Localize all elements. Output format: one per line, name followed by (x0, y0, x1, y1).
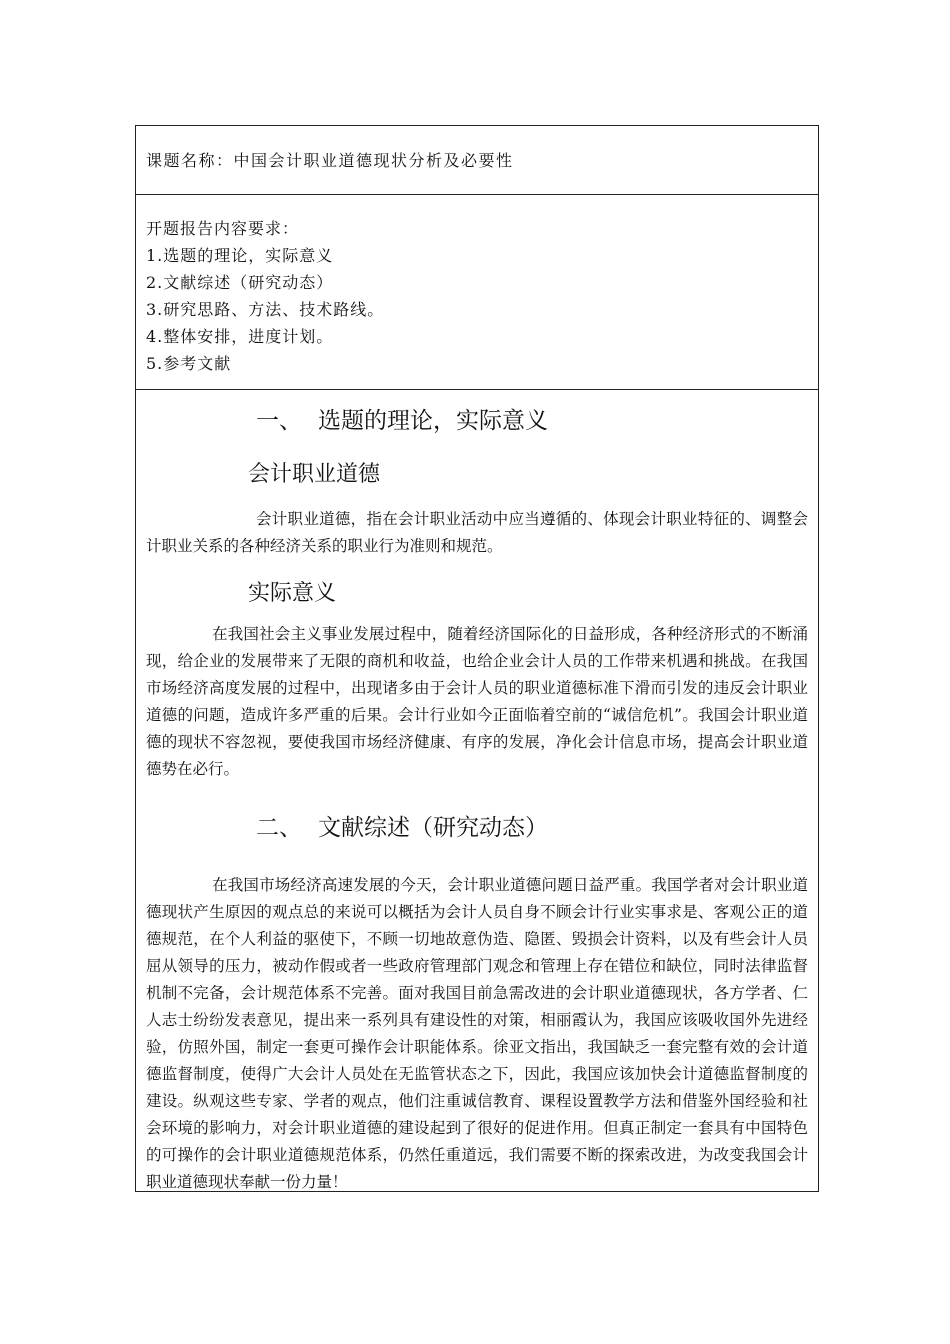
topic-row (136, 126, 818, 195)
section1-number: 一、 (256, 408, 302, 434)
requirement-item: 5.参考文献 (146, 354, 232, 373)
requirement-item: 4.整体安排，进度计划。 (146, 327, 334, 346)
subsection-title: 会计职业道德 (248, 462, 381, 487)
requirements-heading: 开题报告内容要求： (146, 219, 300, 238)
section2-number: 二、 (256, 815, 302, 841)
definition-paragraph: 会计职业道德，指在会计职业活动中应当遵循的、体现会计职业特征的、调整会计职业关系的各种经济关系的职业行为准则和规范。 (146, 510, 808, 555)
requirement-item: 1.选题的理论，实际意义 (146, 246, 334, 265)
section2-heading (146, 809, 808, 842)
body-row (136, 402, 818, 1196)
section1-heading (146, 402, 808, 435)
requirement-item: 3.研究思路、方法、技术路线。 (146, 300, 385, 319)
section2-title: 文献综述（研究动态） (318, 815, 548, 841)
report-table (135, 125, 819, 1192)
literature-review-paragraph: 在我国市场经济高速发展的今天，会计职业道德问题日益严重。我国学者对会计职业道德现状产生原因的观点总的来说可以概括为会计人员自身不顾会计行业实事求是、客观公正的道德规范，在个人利益的驱使下，不顾一切地故意伪造、隐匿、毁损会计资料，以及有些会计人员屈从领导的压力，被动作假或者一些政府管理部门观念和管理上存在错位和缺位，同时法律监督机制不完备，会计规范体系不完善。面对我国目前急需改进的会计职业道德现状，各方学者、仁人志士纷纷发表意见，提出来一系列具有建设性的对策，相丽霞认为，我国应该吸收国外先进经验，仿照外国，制定一套更可操作会计职能体系。徐亚文指出，我国缺乏一套完整有效的会计道德监督制度，使得广大会计人员处在无监管状态之下，因此，我国应该加快会计道德监督制度的建设。纵观这些专家、学者的观点，他们注重诚信教育、课程设置教学方法和借鉴外国经验和社会环境的影响力，对会计职业道德的建设起到了很好的促进作用。但真正制定一套具有中国特色的可操作的会计职业道德规范体系，仍然任重道远，我们需要不断的探索改进，为改变我国会计职业道德现状奉献一份力量！ (146, 876, 808, 1191)
section1-title: 选题的理论，实际意义 (318, 408, 548, 434)
subsection-title: 实际意义 (248, 581, 337, 606)
requirements-row (136, 195, 818, 390)
topic-title: 课题名称：中国会计职业道德现状分析及必要性 (146, 151, 514, 170)
requirement-item: 2.文献综述（研究动态） (146, 273, 334, 292)
significance-paragraph: 在我国社会主义事业发展过程中，随着经济国际化的日益形成，各种经济形式的不断涌现，给企业的发展带来了无限的商机和收益，也给企业会计人员的工作带来机遇和挑战。在我国市场经济高度发展的过程中，出现诸多由于会计人员的职业道德标准下滑而引发的违反会计职业道德的问题，造成许多严重的后果。会计行业如今正面临着空前的“诚信危机”。我国会计职业道德的现状不容忽视，要使我国市场经济健康、有序的发展，净化会计信息市场，提高会计职业道德势在必行。 (146, 625, 808, 778)
